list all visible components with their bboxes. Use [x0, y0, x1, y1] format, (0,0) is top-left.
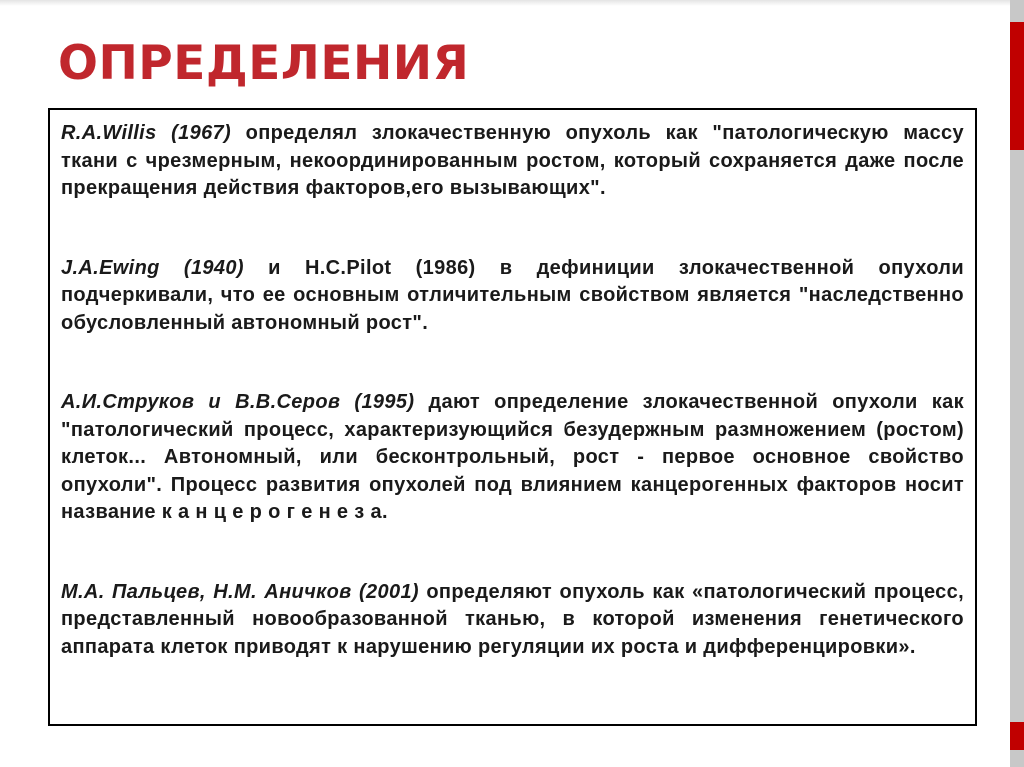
right-accent-bar-bottom — [1010, 722, 1024, 750]
citation-willis: R.A.Willis (1967) — [61, 122, 232, 144]
citation-paltsev-anichkov: М.А. Пальцев, Н.М. Аничков (2001) — [61, 580, 419, 603]
top-shadow — [0, 0, 1024, 6]
citation-ewing: J.A.Ewing (1940) — [61, 256, 244, 279]
definition-paltsev-anichkov — [61, 579, 964, 662]
citation-strukov-serov: А.И.Струков и В.В.Серов (1995) — [61, 391, 415, 413]
definition-strukov-serov — [61, 389, 964, 527]
definition-text-ewing-pilot: и H.C.Pilot (1986) в дефиниции злокачественной опухоли подчеркивали, что ее основным отличительным свойством является "наследственно обусловленный автономный рост". — [61, 256, 964, 334]
definition-ewing-pilot — [61, 255, 964, 338]
definition-text-strukov-serov: дают определение злокачественной опухоли как "патологический процесс, характеризующийся безудержным размножением (ростом) клеток... Автономный, или бесконтрольный, рост - первое основное свойство опухоли". Процесс развития опухолей под влиянием канцерогенных факторов носит название к а н ц е р о г е н е з а. — [61, 391, 964, 523]
right-accent-bar-top — [1010, 22, 1024, 150]
definitions-box — [48, 108, 977, 726]
definition-text-willis: определял злокачественную опухоль как "патологическую массу ткани с чрезмерным, некоординированным ростом, который сохраняется даже после прекращения действия факторов,его вызывающих". — [61, 122, 965, 199]
slide-title: ОПРЕДЕЛЕНИЯ — [58, 36, 470, 91]
definition-text-paltsev-anichkov: определяют опухоль как «патологический процесс, представленный новообразованной тканью, в которой изменения генетического аппарата клеток приводят к нарушению регуляции их роста и дифференцировки». — [61, 580, 965, 658]
definition-willis — [61, 120, 964, 203]
